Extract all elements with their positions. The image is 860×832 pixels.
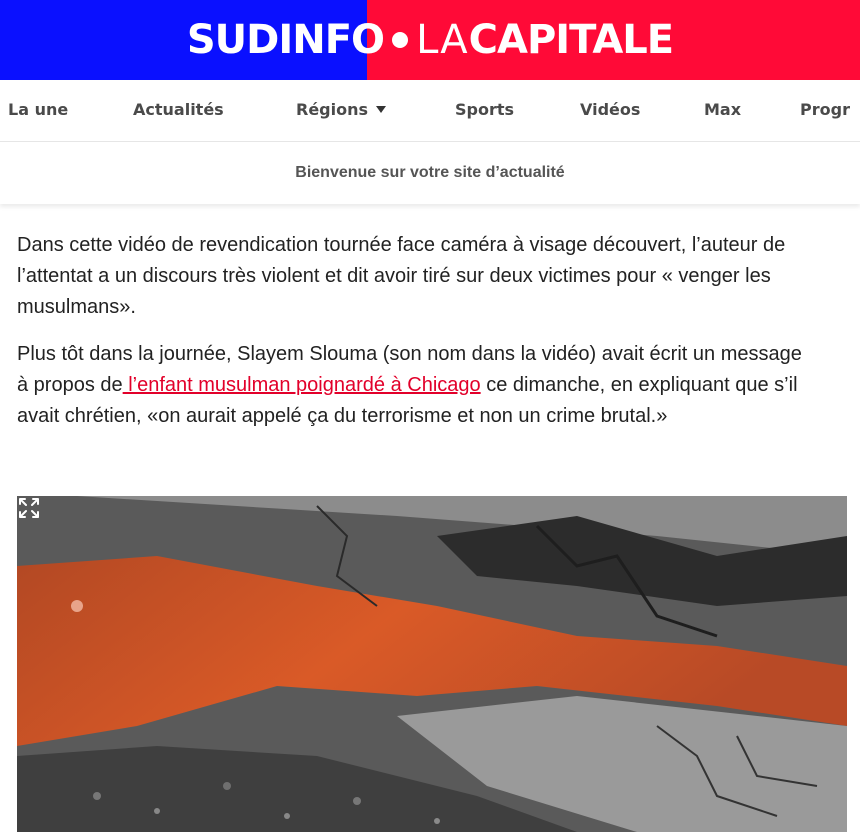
article-paragraph-1: Dans cette vidéo de revendication tournée face caméra à visage découvert, l’auteur de l’attentat a un discours très violent et dit avoir tiré sur deux victimes pour « venger les musulmans». — [17, 234, 786, 318]
nav-item-regions[interactable] — [296, 100, 386, 119]
article-image — [17, 496, 847, 832]
chevron-down-icon — [376, 106, 386, 113]
nav-item-actualites[interactable]: Actualités — [133, 100, 224, 119]
nav-item-regions-label: Régions — [296, 100, 369, 119]
nav-item-programmes[interactable]: Progr — [800, 100, 850, 119]
nav-item-videos[interactable]: Vidéos — [580, 100, 641, 119]
nav-item-la-une[interactable]: La une — [8, 100, 69, 119]
logo-la: LA — [416, 17, 469, 63]
main-nav — [0, 80, 860, 142]
logo-dot-icon — [392, 32, 408, 48]
nav-item-sports[interactable]: Sports — [455, 100, 515, 119]
expand-icon[interactable] — [17, 496, 41, 520]
article-paragraph-2 — [17, 339, 817, 432]
paragraph-2-text-before: Plus tôt dans la journée, Slayem Slouma (son nom dans la vidéo) avait écrit un message à propos de — [17, 343, 802, 396]
welcome-bar — [0, 142, 860, 204]
chicago-article-link[interactable]: l’enfant musulman poignardé à Chicago — [122, 374, 481, 396]
logo-capitale: CAPITALE — [468, 17, 674, 63]
welcome-text: Bienvenue sur votre site d’actualité — [295, 164, 565, 181]
nav-item-max[interactable]: Max — [704, 100, 742, 119]
logo-sudinfo: SUDINFO — [186, 17, 385, 63]
site-logo[interactable] — [0, 0, 860, 80]
article-body — [17, 230, 817, 448]
asphalt-photo — [17, 496, 847, 832]
paragraph-2-text-after: ce dimanche, en expliquant que s’il avait chrétien, «on aurait appelé ça du terrorisme et non un crime brutal.» — [17, 374, 798, 427]
